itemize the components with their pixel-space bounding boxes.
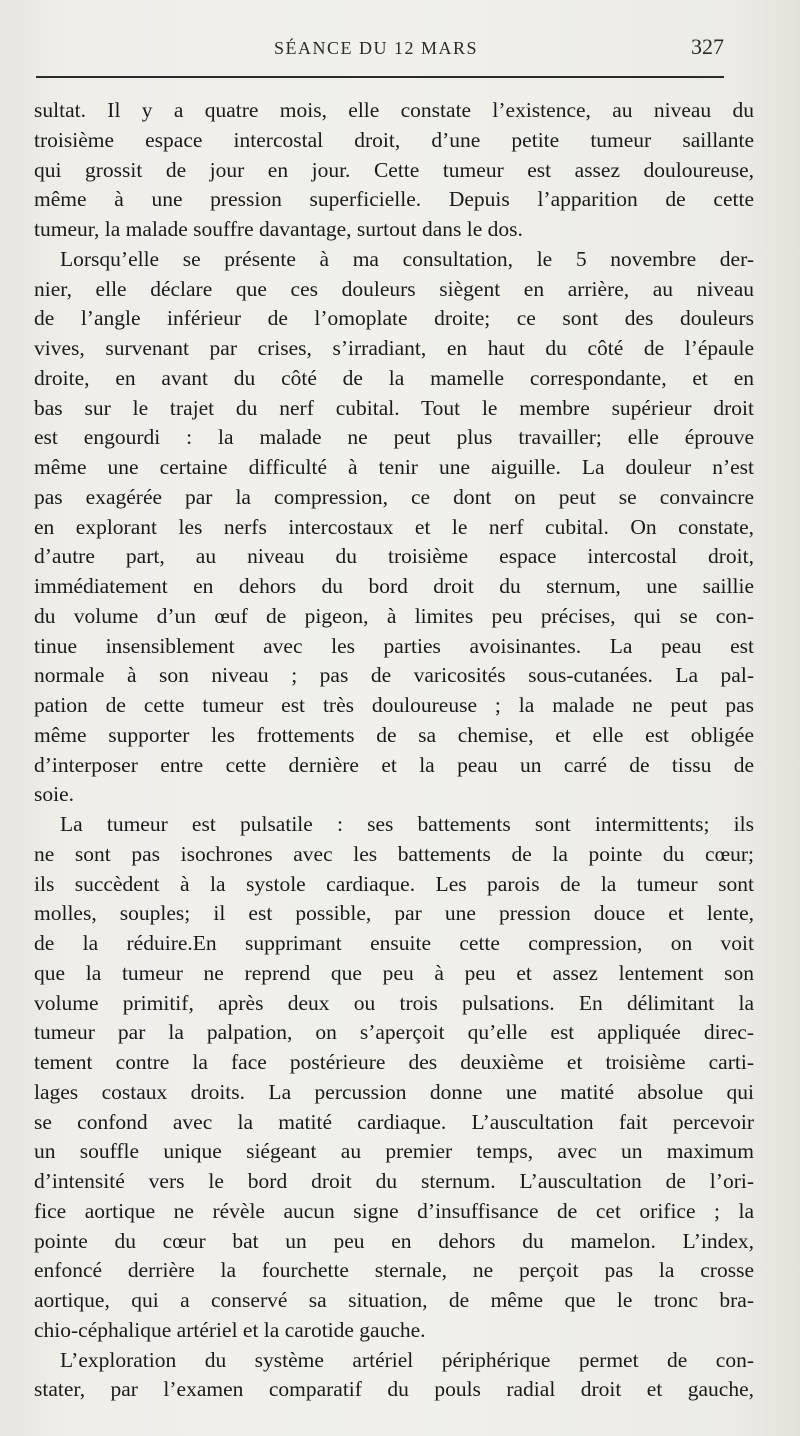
text-line: du volume d’un œuf de pigeon, à limites peu précises, qui se con-: [34, 603, 754, 628]
page-header: [36, 34, 736, 64]
text-line: volume primitif, après deux ou trois pulsations. En délimitant la: [34, 990, 754, 1015]
text-line: d’interposer entre cette dernière et la peau un carré de tissu de: [34, 752, 754, 777]
text-line: de la réduire.En supprimant ensuite cette compression, on voit: [34, 931, 754, 955]
page-number: 327: [691, 34, 724, 59]
text-line: aortique, qui a conservé sa situation, de même que le tronc bra-: [34, 1288, 754, 1312]
text-line: qui grossit de jour en jour. Cette tumeur est assez douloureuse,: [34, 157, 754, 182]
text-line: normale à son niveau ; pas de varicosités sous-cutanées. La pal-: [34, 663, 754, 688]
text-line: soie.: [34, 782, 75, 807]
text-line: même une certaine difficulté à tenir une aiguille. La douleur n’est: [34, 455, 754, 479]
text-line: tinue insensiblement avec les parties avoisinantes. La peau est: [34, 633, 754, 658]
running-title: SÉANCE DU 12 MARS: [274, 38, 479, 58]
header-rule: [36, 76, 724, 78]
text-line: pation de cette tumeur est très douloureuse ; la malade ne peut pas: [34, 693, 754, 717]
text-line: enfoncé derrière la fourchette sternale, ne perçoit pas la crosse: [34, 1258, 754, 1283]
text-line: stater, par l’examen comparatif du pouls radial droit et gauche,: [34, 1377, 754, 1402]
text-line: lages costaux droits. La percussion donne une matité absolue qui: [34, 1079, 754, 1104]
text-line: ils succèdent à la systole cardiaque. Les parois de la tumeur sont: [34, 871, 754, 896]
text-line: troisième espace intercostal droit, d’une petite tumeur saillante: [34, 127, 754, 152]
text-line: que la tumeur ne reprend que peu à peu et assez lentement son: [34, 960, 754, 985]
text-line: se confond avec la matité cardiaque. L’auscultation fait percevoir: [34, 1109, 754, 1134]
paragraph-first-line: Lorsqu’elle se présente à ma consultation, le 5 novembre der-: [60, 246, 754, 271]
text-line: d’intensité vers le bord droit du sternum. L’auscultation de l’ori-: [34, 1169, 754, 1193]
text-line: molles, souples; il est possible, par une pression douce et lente,: [34, 901, 754, 926]
text-line: pas exagérée par la compression, ce dont on peut se convaincre: [34, 484, 754, 509]
text-line: sultat. Il y a quatre mois, elle constate l’existence, au niveau du: [34, 98, 754, 122]
text-line: immédiatement en dehors du bord droit du sternum, une saillie: [34, 574, 754, 598]
text-line: fice aortique ne révèle aucun signe d’insuffisance de cet orifice ; la: [34, 1198, 754, 1223]
body-text: [34, 96, 754, 1405]
text-line: droite, en avant du côté de la mamelle correspondante, et en: [34, 365, 754, 390]
text-line: tumeur, la malade souffre davantage, surtout dans le dos.: [34, 217, 523, 241]
text-line: tement contre la face postérieure des deuxième et troisième carti-: [34, 1050, 754, 1074]
text-line: d’autre part, au niveau du troisième espace intercostal droit,: [34, 544, 754, 569]
text-line: ne sont pas isochrones avec les battements de la pointe du cœur;: [34, 841, 754, 866]
paragraph-first-line: L’exploration du système artériel périphérique permet de con-: [60, 1347, 754, 1372]
text-line: bas sur le trajet du nerf cubital. Tout le membre supérieur droit: [34, 395, 754, 420]
text-line: un souffle unique siégeant au premier temps, avec un maximum: [34, 1139, 754, 1164]
text-line: est engourdi : la malade ne peut plus travailler; elle éprouve: [34, 425, 754, 450]
text-line: de l’angle inférieur de l’omoplate droite; ce sont des douleurs: [34, 306, 754, 331]
text-line: même supporter les frottements de sa chemise, et elle est obligée: [34, 722, 754, 747]
text-line: nier, elle déclare que ces douleurs siègent en arrière, au niveau: [34, 276, 754, 301]
text-line: même à une pression superficielle. Depuis l’apparition de cette: [34, 187, 754, 212]
text-line: pointe du cœur bat un peu en dehors du mamelon. L’index,: [34, 1228, 754, 1253]
text-line: vives, survenant par crises, s’irradiant, en haut du côté de l’épaule: [34, 336, 754, 360]
text-line: chio-céphalique artériel et la carotide gauche.: [34, 1317, 426, 1342]
text-line: tumeur par la palpation, on s’aperçoit qu’elle est appliquée direc-: [34, 1020, 754, 1045]
text-line: en explorant les nerfs intercostaux et le nerf cubital. On constate,: [34, 514, 754, 539]
paragraph-first-line: La tumeur est pulsatile : ses battements sont intermittents; ils: [60, 812, 754, 836]
